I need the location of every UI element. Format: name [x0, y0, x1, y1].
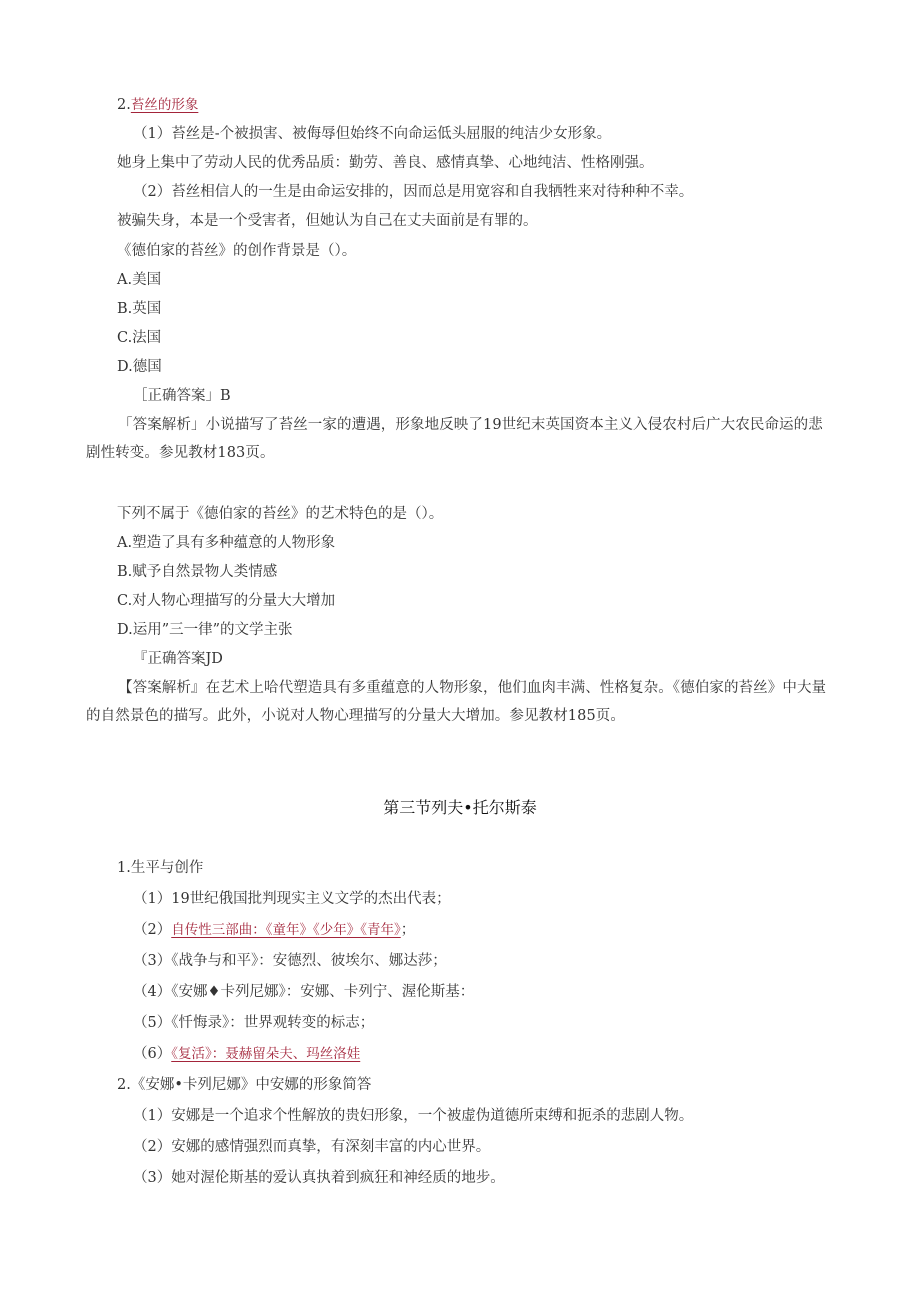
- heading-number: 2.: [117, 97, 131, 113]
- list-item: （2）安娜的感情强烈而真挚，有深刻丰富的内心世界。: [133, 1139, 491, 1155]
- section-title: 第三节列夫•托尔斯泰: [383, 798, 537, 817]
- option-b: B.赋予自然景物人类情感: [117, 564, 278, 580]
- answer-analysis: 【答案解析』在艺术上哈代塑造具有多重蕴意的人物形象，他们血肉丰满、性格复杂。《德伯家的苔丝》中大量的自然景色的描写。此外，小说对人物心理描写的分量大大增加。参见教材185页。: [86, 680, 827, 724]
- list-item: （1）安娜是一个追求个性解放的贵妇形象，一个被虚伪道德所束缚和扼杀的悲剧人物。: [133, 1108, 694, 1124]
- answer-analysis: 「答案解析」小说描写了苔丝一家的遭遇，形象地反映了19世纪末英国资本主义入侵农村后广大农民命运的悲剧性转变。参见教材183页。: [86, 417, 823, 461]
- sub-heading: 1.生平与创作: [117, 860, 204, 876]
- section-heading: [117, 95, 198, 115]
- option-b: B.英国: [117, 301, 162, 317]
- list-item: （3）她对渥伦斯基的爱认真执着到疯狂和神经质的地步。: [133, 1170, 505, 1186]
- option-c: C.法国: [117, 330, 162, 346]
- item-tail: ；: [400, 922, 416, 938]
- paragraph: 她身上集中了劳动人民的优秀品质：勤劳、善良、感情真挚、心地纯洁、性格刚强。: [117, 155, 654, 171]
- list-item: （3）《战争与和平》：安德烈、彼埃尔、娜达莎；: [133, 953, 447, 969]
- heading-link[interactable]: 苔丝的形象: [130, 97, 199, 113]
- list-item: [133, 1044, 360, 1064]
- option-a: A.塑造了具有多种蕴意的人物形象: [117, 535, 336, 551]
- correct-answer: ［正确答案」B: [133, 388, 231, 404]
- option-a: A.美国: [117, 272, 162, 288]
- paragraph: 被骗失身，本是一个受害者，但她认为自己在丈夫面前是有罪的。: [117, 213, 538, 229]
- paragraph: （1）苔丝是-个被损害、被侮辱但始终不向命运低头屈服的纯洁少女形象。: [133, 126, 612, 142]
- item-number: （6）: [133, 1046, 172, 1062]
- sub-heading: 2.《安娜•卡列尼娜》中安娜的形象简答: [117, 1077, 372, 1093]
- item-number: （2）: [133, 922, 172, 938]
- paragraph: （2）苔丝相信人的一生是由命运安排的，因而总是用宽容和自我牺牲来对待种种不幸。: [133, 184, 694, 200]
- highlight-link[interactable]: 自传性三部曲：《童年》《少年》《青年》: [171, 922, 401, 938]
- option-d: D.德国: [117, 359, 162, 375]
- list-item: （1）19世纪俄国批判现实主义文学的杰出代表；: [133, 891, 451, 907]
- question-stem: 下列不属于《德伯家的苔丝》的艺术特色的是（）。: [117, 506, 444, 522]
- list-item: （4）《安娜♦卡列尼娜》：安娜、卡列宁、渥伦斯基：: [133, 984, 475, 1000]
- list-item: （5）《忏悔录》：世界观转变的标志；: [133, 1015, 375, 1031]
- correct-answer: 『正确答案JD: [133, 651, 223, 667]
- question-stem: 《德伯家的苔丝》的创作背景是（）。: [117, 243, 357, 259]
- highlight-link[interactable]: 《复活》：聂赫留朵夫、玛丝洛娃: [171, 1046, 361, 1062]
- option-c: C.对人物心理描写的分量大大增加: [117, 593, 336, 609]
- list-item: [133, 920, 415, 940]
- option-d: D.运用”三一律”的文学主张: [117, 622, 293, 638]
